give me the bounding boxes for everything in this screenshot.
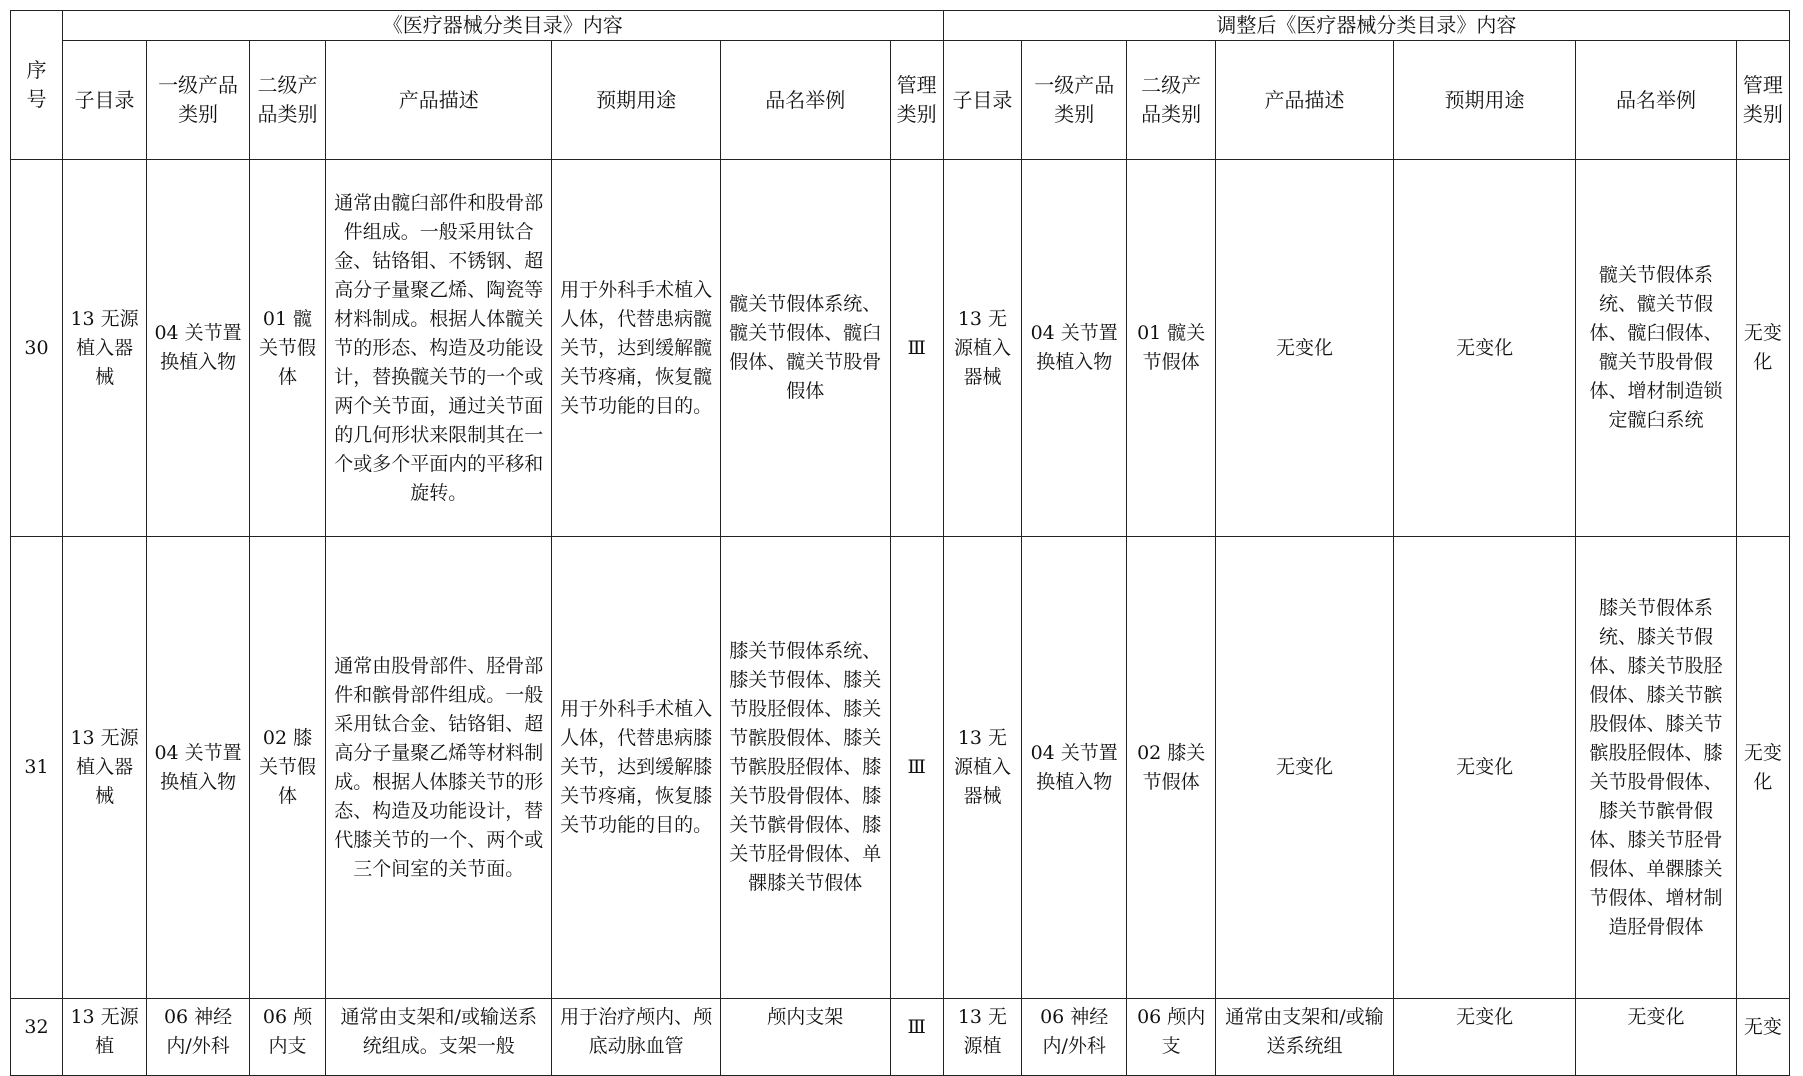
header-orig-description: 产品描述 [326, 41, 552, 160]
table-row [11, 999, 1790, 1076]
header-adj-level2: 二级产品类别 [1127, 41, 1216, 160]
adj-subcatalog-cell: 13 无源植入器械 [943, 160, 1021, 537]
header-orig-intended-use: 预期用途 [552, 41, 721, 160]
classification-table [10, 10, 1790, 1076]
header-orig-subcatalog: 子目录 [62, 41, 146, 160]
orig-examples-cell: 髋关节假体系统、髋关节假体、髋臼假体、髋关节股骨假体 [720, 160, 890, 537]
orig-level2-cell: 01 髋关节假体 [249, 160, 325, 537]
adj-management-class-cell: 无变化 [1736, 537, 1789, 999]
adj-management-class-cell: 无变 [1736, 999, 1789, 1076]
adj-description-cell: 无变化 [1216, 537, 1394, 999]
adj-examples-cell: 膝关节假体系统、膝关节假体、膝关节股胫假体、膝关节髌股假体、膝关节髌股胫假体、膝关节股骨假体、膝关节髌骨假体、膝关节胫骨假体、单髁膝关节假体、增材制造胫骨假体 [1576, 537, 1736, 999]
orig-intended-use-cell: 用于外科手术植入人体，代替患病髋关节，达到缓解髋关节疼痛，恢复髋关节功能的目的。 [552, 160, 721, 537]
header-adjusted-catalog: 调整后《医疗器械分类目录》内容 [943, 11, 1789, 41]
orig-subcatalog-cell: 13 无源植 [62, 999, 146, 1076]
adj-intended-use-cell: 无变化 [1393, 537, 1575, 999]
orig-description-cell: 通常由股骨部件、胫骨部件和髌骨部件组成。一般采用钛合金、钴铬钼、超高分子量聚乙烯等材料制成。根据人体膝关节的形态、构造及功能设计，替代膝关节的一个、两个或三个间室的关节面。 [326, 537, 552, 999]
header-adj-level1: 一级产品类别 [1022, 41, 1127, 160]
orig-examples-cell: 颅内支架 [720, 999, 890, 1076]
orig-level1-cell: 06 神经内/外科 [147, 999, 250, 1076]
adj-level2-cell: 06 颅内支 [1127, 999, 1216, 1076]
orig-level2-cell: 06 颅内支 [249, 999, 325, 1076]
adj-examples-cell: 无变化 [1576, 999, 1736, 1076]
adj-intended-use-cell: 无变化 [1393, 999, 1575, 1076]
orig-level1-cell: 04 关节置换植入物 [147, 537, 250, 999]
row-index: 30 [11, 160, 63, 537]
adj-level1-cell: 04 关节置换植入物 [1022, 537, 1127, 999]
row-index: 31 [11, 537, 63, 999]
adj-description-cell: 无变化 [1216, 160, 1394, 537]
header-orig-examples: 品名举例 [720, 41, 890, 160]
orig-description-cell: 通常由支架和/或输送系统组成。支架一般 [326, 999, 552, 1076]
header-adj-examples: 品名举例 [1576, 41, 1736, 160]
adj-intended-use-cell: 无变化 [1393, 160, 1575, 537]
header-orig-level1: 一级产品类别 [147, 41, 250, 160]
adj-level2-cell: 02 膝关节假体 [1127, 537, 1216, 999]
orig-level2-cell: 02 膝关节假体 [249, 537, 325, 999]
adj-subcatalog-cell: 13 无源植入器械 [943, 537, 1021, 999]
adj-subcatalog-cell: 13 无源植 [943, 999, 1021, 1076]
header-orig-level2: 二级产品类别 [249, 41, 325, 160]
adj-level1-cell: 06 神经内/外科 [1022, 999, 1127, 1076]
header-adj-intended-use: 预期用途 [1393, 41, 1575, 160]
orig-intended-use-cell: 用于治疗颅内、颅底动脉血管 [552, 999, 721, 1076]
orig-management-class-cell: Ⅲ [890, 999, 943, 1076]
header-adj-subcatalog: 子目录 [943, 41, 1021, 160]
orig-description-cell: 通常由髋臼部件和股骨部件组成。一般采用钛合金、钴铬钼、不锈钢、超高分子量聚乙烯、陶瓷等材料制成。根据人体髋关节的形态、构造及功能设计，替换髋关节的一个或两个关节面，通过关节面的几何形状来限制其在一个或多个平面内的平移和旋转。 [326, 160, 552, 537]
header-adj-management-class: 管理类别 [1736, 41, 1789, 160]
adj-description-cell: 通常由支架和/或输送系统组 [1216, 999, 1394, 1076]
orig-subcatalog-cell: 13 无源植入器械 [62, 160, 146, 537]
orig-examples-cell: 膝关节假体系统、膝关节假体、膝关节股胫假体、膝关节髌股假体、膝关节髌股胫假体、膝关节股骨假体、膝关节髌骨假体、膝关节胫骨假体、单髁膝关节假体 [720, 537, 890, 999]
adj-level1-cell: 04 关节置换植入物 [1022, 160, 1127, 537]
adj-level2-cell: 01 髋关节假体 [1127, 160, 1216, 537]
table-row [11, 160, 1790, 537]
header-orig-management-class: 管理类别 [890, 41, 943, 160]
orig-management-class-cell: Ⅲ [890, 160, 943, 537]
orig-subcatalog-cell: 13 无源植入器械 [62, 537, 146, 999]
header-original-catalog: 《医疗器械分类目录》内容 [62, 11, 943, 41]
row-index: 32 [11, 999, 63, 1076]
orig-management-class-cell: Ⅲ [890, 537, 943, 999]
orig-level1-cell: 04 关节置换植入物 [147, 160, 250, 537]
header-index: 序号 [11, 11, 63, 160]
header-adj-description: 产品描述 [1216, 41, 1394, 160]
adj-management-class-cell: 无变化 [1736, 160, 1789, 537]
adj-examples-cell: 髋关节假体系统、髋关节假体、髋臼假体、髋关节股骨假体、增材制造锁定髋臼系统 [1576, 160, 1736, 537]
table-row [11, 537, 1790, 999]
orig-intended-use-cell: 用于外科手术植入人体，代替患病膝关节，达到缓解膝关节疼痛，恢复膝关节功能的目的。 [552, 537, 721, 999]
